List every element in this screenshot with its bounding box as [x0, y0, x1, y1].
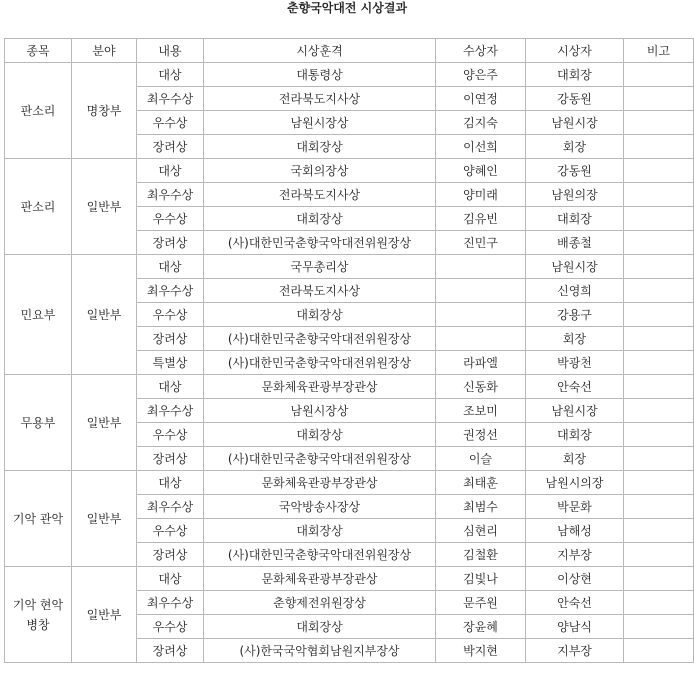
awards-table: [4, 38, 694, 663]
honor-cell: (사)대한민국춘향국악대전위원장상: [204, 447, 436, 471]
presenter-cell: 대회장: [526, 63, 624, 87]
note-cell: [624, 87, 694, 111]
award-cell: 최우수상: [137, 495, 204, 519]
honor-cell: 문화체육관광부장관상: [204, 567, 436, 591]
presenter-cell: 대회장: [526, 423, 624, 447]
presenter-cell: 회장: [526, 327, 624, 351]
honor-cell: 문화체육관광부장관상: [204, 375, 436, 399]
winner-cell: 양은주: [436, 63, 526, 87]
winner-cell: 양혜인: [436, 159, 526, 183]
honor-cell: 전라북도지사상: [204, 279, 436, 303]
presenter-cell: 남원의장: [526, 183, 624, 207]
award-cell: 우수상: [137, 423, 204, 447]
winner-cell: 김유빈: [436, 207, 526, 231]
award-cell: 최우수상: [137, 279, 204, 303]
note-cell: [624, 183, 694, 207]
winner-cell: 이슬: [436, 447, 526, 471]
winner-cell: 최범수: [436, 495, 526, 519]
note-cell: [624, 375, 694, 399]
award-cell: 우수상: [137, 615, 204, 639]
award-cell: 장려상: [137, 231, 204, 255]
presenter-cell: 회장: [526, 447, 624, 471]
division-cell: 일반부: [72, 375, 137, 471]
presenter-cell: 대회장: [526, 207, 624, 231]
note-cell: [624, 423, 694, 447]
presenter-cell: 남원시장: [526, 399, 624, 423]
division-cell: 일반부: [72, 471, 137, 567]
presenter-cell: 남원시장: [526, 255, 624, 279]
column-header-presenter: 시상자: [526, 39, 624, 63]
winner-cell: 문주원: [436, 591, 526, 615]
award-cell: 우수상: [137, 303, 204, 327]
winner-cell: 양미래: [436, 183, 526, 207]
note-cell: [624, 567, 694, 591]
winner-cell: 권정선: [436, 423, 526, 447]
note-cell: [624, 135, 694, 159]
winner-cell: 라파엘: [436, 351, 526, 375]
note-cell: [624, 471, 694, 495]
page-title: 춘향국악대전 시상결과: [286, 1, 408, 15]
note-cell: [624, 447, 694, 471]
header-row: [5, 39, 694, 63]
note-cell: [624, 591, 694, 615]
note-cell: [624, 303, 694, 327]
award-cell: 최우수상: [137, 183, 204, 207]
honor-cell: 대회장상: [204, 519, 436, 543]
award-cell: 최우수상: [137, 87, 204, 111]
presenter-cell: 안숙선: [526, 375, 624, 399]
presenter-cell: 배종철: [526, 231, 624, 255]
table-row: [5, 255, 694, 279]
honor-cell: (사)대한민국춘향국악대전위원장상: [204, 351, 436, 375]
presenter-cell: 지부장: [526, 543, 624, 567]
winner-cell: 김지숙: [436, 111, 526, 135]
honor-cell: (사)대한민국춘향국악대전위원장상: [204, 231, 436, 255]
award-cell: 최우수상: [137, 591, 204, 615]
division-cell: 명창부: [72, 63, 137, 159]
column-header-award: 내용: [137, 39, 204, 63]
note-cell: [624, 207, 694, 231]
table-header: [5, 39, 694, 63]
winner-cell: 김빛나: [436, 567, 526, 591]
honor-cell: 대통령상: [204, 63, 436, 87]
honor-cell: 대회장상: [204, 423, 436, 447]
presenter-cell: 강용구: [526, 303, 624, 327]
note-cell: [624, 111, 694, 135]
presenter-cell: 남해성: [526, 519, 624, 543]
honor-cell: 대회장상: [204, 303, 436, 327]
award-cell: 대상: [137, 471, 204, 495]
division-cell: 일반부: [72, 159, 137, 255]
category-cell: 기악 현악 병창: [5, 567, 72, 663]
note-cell: [624, 399, 694, 423]
category-cell: 판소리: [5, 63, 72, 159]
award-cell: 우수상: [137, 207, 204, 231]
winner-cell: 최태훈: [436, 471, 526, 495]
winner-cell: 이선희: [436, 135, 526, 159]
column-header-division: 분야: [72, 39, 137, 63]
honor-cell: 국무총리상: [204, 255, 436, 279]
honor-cell: 남원시장상: [204, 399, 436, 423]
column-header-winner: 수상자: [436, 39, 526, 63]
award-cell: 특별상: [137, 351, 204, 375]
winner-cell: [436, 303, 526, 327]
award-cell: 대상: [137, 63, 204, 87]
honor-cell: (사)대한민국춘향국악대전위원장상: [204, 543, 436, 567]
presenter-cell: 박광천: [526, 351, 624, 375]
honor-cell: 남원시장상: [204, 111, 436, 135]
award-cell: 장려상: [137, 447, 204, 471]
winner-cell: 이연정: [436, 87, 526, 111]
division-cell: 일반부: [72, 255, 137, 375]
winner-cell: 장윤혜: [436, 615, 526, 639]
honor-cell: 문화체육관광부장관상: [204, 471, 436, 495]
presenter-cell: 강동원: [526, 159, 624, 183]
column-header-note: 비고: [624, 39, 694, 63]
award-cell: 장려상: [137, 135, 204, 159]
honor-cell: 국회의장상: [204, 159, 436, 183]
honor-cell: (사)한국국악협회남원지부장상: [204, 639, 436, 663]
note-cell: [624, 327, 694, 351]
presenter-cell: 이상현: [526, 567, 624, 591]
table-row: [5, 159, 694, 183]
presenter-cell: 남원시장: [526, 111, 624, 135]
division-cell: 일반부: [72, 567, 137, 663]
category-cell: 무용부: [5, 375, 72, 471]
honor-cell: 전라북도지사상: [204, 183, 436, 207]
note-cell: [624, 255, 694, 279]
winner-cell: 김철환: [436, 543, 526, 567]
honor-cell: 대회장상: [204, 135, 436, 159]
note-cell: [624, 279, 694, 303]
presenter-cell: 안숙선: [526, 591, 624, 615]
winner-cell: [436, 327, 526, 351]
honor-cell: 대회장상: [204, 207, 436, 231]
award-cell: 대상: [137, 159, 204, 183]
table-row: [5, 567, 694, 591]
presenter-cell: 신영희: [526, 279, 624, 303]
presenter-cell: 회장: [526, 135, 624, 159]
note-cell: [624, 519, 694, 543]
award-cell: 우수상: [137, 519, 204, 543]
note-cell: [624, 159, 694, 183]
winner-cell: 조보미: [436, 399, 526, 423]
note-cell: [624, 639, 694, 663]
honor-cell: 춘향제전위원장상: [204, 591, 436, 615]
winner-cell: [436, 255, 526, 279]
winner-cell: 박지현: [436, 639, 526, 663]
category-cell: 판소리: [5, 159, 72, 255]
honor-cell: 국악방송사장상: [204, 495, 436, 519]
presenter-cell: 강동원: [526, 87, 624, 111]
column-header-honor: 시상훈격: [204, 39, 436, 63]
note-cell: [624, 231, 694, 255]
table-body: [5, 63, 694, 663]
award-cell: 장려상: [137, 639, 204, 663]
presenter-cell: 박문화: [526, 495, 624, 519]
note-cell: [624, 63, 694, 87]
category-cell: 기악 관악: [5, 471, 72, 567]
presenter-cell: 지부장: [526, 639, 624, 663]
table-row: [5, 63, 694, 87]
award-cell: 장려상: [137, 543, 204, 567]
table-row: [5, 375, 694, 399]
award-cell: 최우수상: [137, 399, 204, 423]
note-cell: [624, 543, 694, 567]
winner-cell: 심현리: [436, 519, 526, 543]
presenter-cell: 남원시의장: [526, 471, 624, 495]
winner-cell: 진민구: [436, 231, 526, 255]
table-row: [5, 471, 694, 495]
honor-cell: (사)대한민국춘향국악대전위원장상: [204, 327, 436, 351]
award-cell: 대상: [137, 375, 204, 399]
honor-cell: 대회장상: [204, 615, 436, 639]
winner-cell: [436, 279, 526, 303]
note-cell: [624, 495, 694, 519]
award-cell: 우수상: [137, 111, 204, 135]
category-cell: 민요부: [5, 255, 72, 375]
award-cell: 장려상: [137, 327, 204, 351]
award-cell: 대상: [137, 567, 204, 591]
column-header-category: 종목: [5, 39, 72, 63]
winner-cell: 신동화: [436, 375, 526, 399]
note-cell: [624, 351, 694, 375]
presenter-cell: 양남식: [526, 615, 624, 639]
note-cell: [624, 615, 694, 639]
honor-cell: 전라북도지사상: [204, 87, 436, 111]
award-cell: 대상: [137, 255, 204, 279]
